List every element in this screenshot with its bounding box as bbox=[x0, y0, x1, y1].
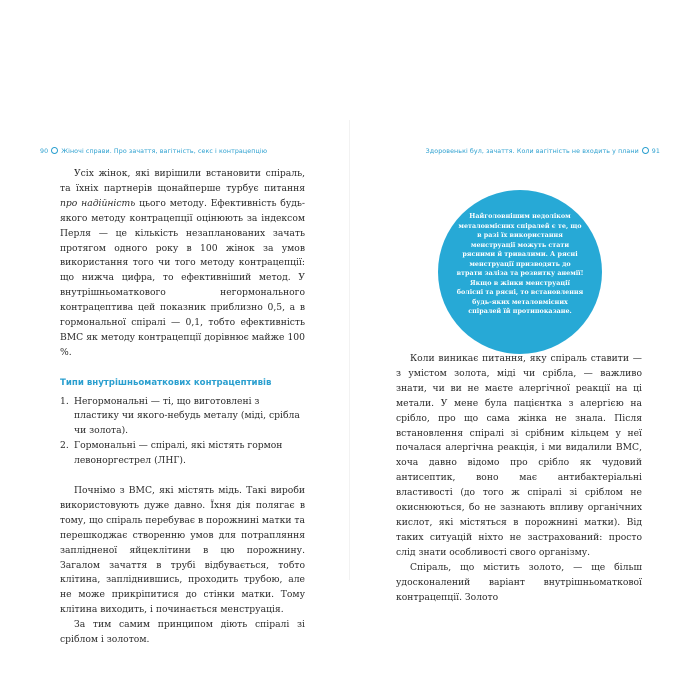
section-subheading: Типи внутрішньоматкових контрацептивів bbox=[60, 377, 272, 388]
body-paragraph: Почнімо з ВМС, які містять мідь. Такі вироби використовують дуже давно. Їхня дія полягає в тому, що спіраль перебуває в порожнині матки та перешкоджає створенню умов для потрапляння заплідненої яйцеклітини в цю порожнину. Загалом зачаття в трубі відбувається, тобто клітина, запліднившись, проходить трубою, але не може прикріпитися до стінки матки. Тому клітина виходить, і починається менструація. bbox=[60, 485, 305, 616]
right-body-text bbox=[396, 352, 642, 605]
callout-circle bbox=[438, 190, 602, 354]
right-running-head bbox=[426, 147, 660, 155]
right-page-number: 91 bbox=[651, 148, 660, 155]
circle-ornament-icon bbox=[642, 147, 649, 154]
list-item: 1. Негормональні — ті, що виготовлені з пластику чи якого-небудь металу (міді, срібла чи золота). bbox=[60, 395, 300, 437]
left-page-number: 90 bbox=[40, 148, 49, 155]
intro-paragraph: Усіх жінок, які вирішили встановити спіраль, та їхніх партнерів щонайперше турбує питання про надійність цього методу. Ефективність будь-якого методу контрацепції оцінюють за індексом Перля — це кількість незапланованих зачать протягом одного року в 100 жінок за умов використання того чи того методу контрацепції: що нижча цифра, то ефективніший метод. У внутрішньоматкового негормонального контрацептива цей показник приблизно 0,5, а в гормональної спіралі — 0,1, тобто ефективність ВМС як методу контрацепції дорівнює майже 100 %. bbox=[60, 168, 305, 358]
circle-ornament-icon bbox=[51, 147, 58, 154]
callout-text: Найголовнішим недоліком металовмісних спіралей є те, що в разі їх використання менструації можуть стати рясними й тривалими. А рясні менструації призводять до втрати заліза та розвитку анемії! Якщо в жінки менструації болісні та рясні, то встановлення будь-яких металовмісних спіралей їй протипоказане. bbox=[456, 212, 584, 315]
iud-types-list bbox=[60, 395, 305, 470]
left-running-head bbox=[40, 147, 267, 155]
list-item: 2. Гормональні — спіралі, які містять гормон левоноргестрел (ЛНГ). bbox=[60, 440, 283, 467]
left-body-text bbox=[60, 167, 305, 648]
right-running-title: Здоровенькі бул, зачаття. Коли вагітність не входить у плани bbox=[425, 148, 639, 155]
body-paragraph: За тим самим принципом діють спіралі зі сріблом і золотом. bbox=[60, 619, 305, 646]
body-paragraph: Спіраль, що містить золото, — ще більш удосконалений варіант внутрішньоматкової контрацепції. Золото bbox=[396, 561, 642, 603]
left-running-title: Жіночі справи. Про зачаття, вагітність, секс і контрацепцію bbox=[61, 148, 268, 155]
body-paragraph: Коли виникає питання, яку спіраль ставити — з умістом золота, міді чи срібла, — важливо знати, чи ви не маєте алергічної реакції на ці метали. У мене була пацієнтка з алергією на срібло, про що сама жінка не знала. Після встановлення спіралі зі срібним кільцем у неї почалася алергічна реакція, і ми видалили ВМС, хоча давно відомо про срібло як чудовий антисептик, воно має антибактеріальні властивості (до того ж спіралі зі сріблом не окиснюються, бо не зазнають впливу органічних кислот, які містяться в порожнині матки). Від таких ситуацій ніхто не застрахований: просто слід знати особливості свого організму. bbox=[396, 353, 642, 558]
